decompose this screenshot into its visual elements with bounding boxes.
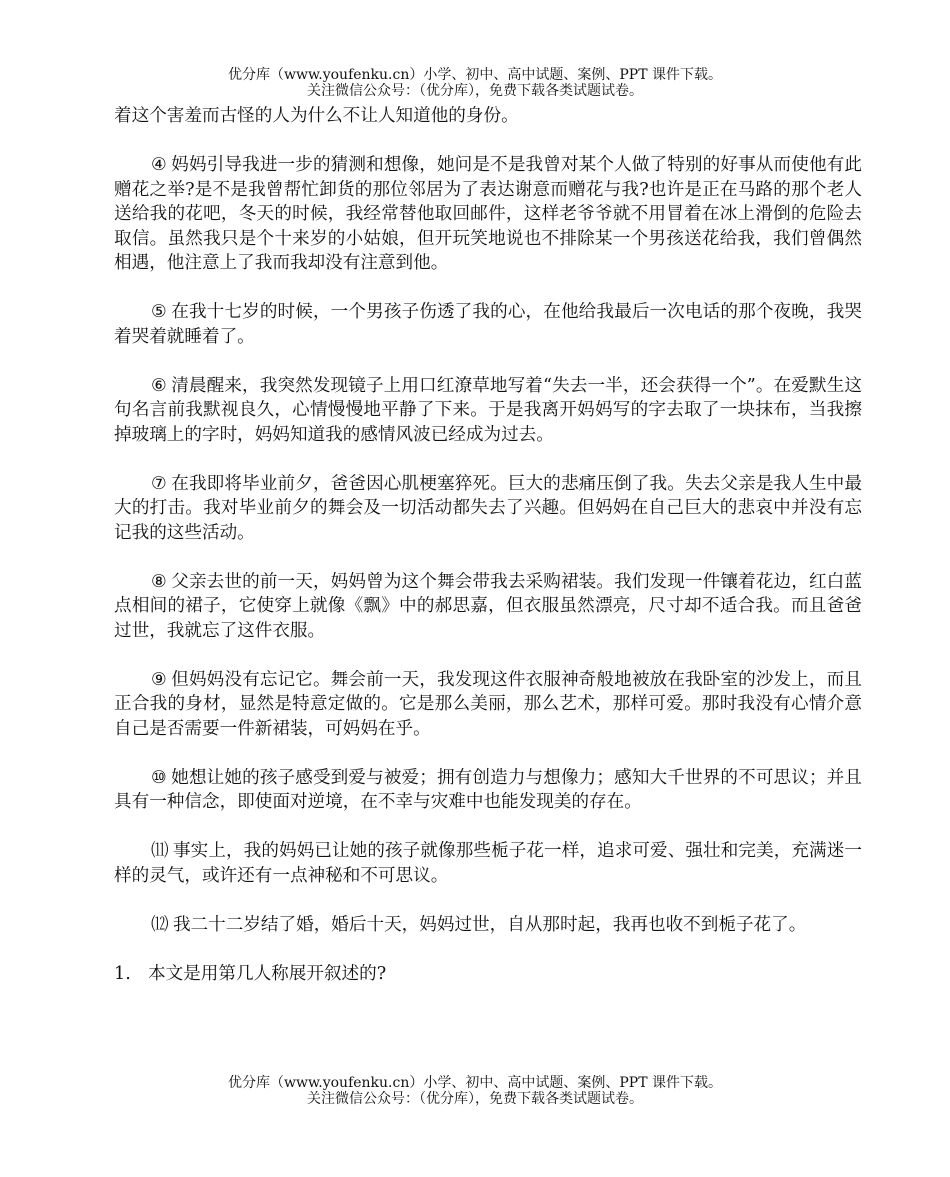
paragraph-number: ⑥ xyxy=(150,375,167,396)
question-number: 1. xyxy=(114,963,131,984)
paragraph-number: ④ xyxy=(150,155,167,175)
question-1 xyxy=(114,962,862,987)
question-text: 本文是用第几人称展开叙述的? xyxy=(148,963,387,984)
footer-line-2: 关注微信公众号：（优分库），免费下载各类试题试卷。 xyxy=(307,1091,643,1107)
paragraph-number: ⑩ xyxy=(150,767,167,788)
paragraph-text: 父亲去世的前一天，妈妈曾为这个舞会带我去采购裙装。我们发现一件镶着花边，红白蓝点相间的裙子，它使穿上就像《飘》中的郝思嘉，但衣服虽然漂亮，尺寸却不适合我。而且爸爸过世，我就忘了这件衣服。 xyxy=(114,571,862,641)
paragraph-text: 在我即将毕业前夕，爸爸因心肌梗塞猝死。巨大的悲痛压倒了我。失去父亲是我人生中最大的打击。我对毕业前夕的舞会及一切活动都失去了兴趣。但妈妈在自己巨大的悲哀中并没有忘记我的这些活动。 xyxy=(114,473,862,543)
paragraph-5 xyxy=(114,300,862,349)
paragraph-text: 我二十二岁结了婚，婚后十天，妈妈过世，自从那时起，我再也收不到栀子花了。 xyxy=(172,914,807,935)
paragraph-text: 在我十七岁的时候，一个男孩子伤透了我的心，在他给我最后一次电话的那个夜晚，我哭着哭着就睡着了。 xyxy=(114,302,862,347)
paragraph-number: ⑦ xyxy=(150,473,167,494)
paragraph-11 xyxy=(114,839,862,888)
paragraph-number: ⑿ xyxy=(150,914,169,935)
header-line-1: 优分库（www.youfenku.cn）小学、初中、高中试题、案例、PPT 课件下载。 xyxy=(227,67,722,83)
paragraph-text: 事实上，我的妈妈已让她的孩子就像那些栀子花一样，追求可爱、强壮和完美，充满迷一样的灵气，或许还有一点神秘和不可思议。 xyxy=(114,841,862,886)
paragraph-text: 着这个害羞而古怪的人为什么不让人知道他的身份。 xyxy=(114,106,519,126)
header-line-2: 关注微信公众号：（优分库），免费下载各类试题试卷。 xyxy=(307,83,643,99)
paragraph-number: ⑨ xyxy=(150,669,167,690)
paragraph-8 xyxy=(114,570,862,644)
page-header xyxy=(0,67,950,99)
paragraph-12 xyxy=(114,913,862,938)
paragraph-7 xyxy=(114,472,862,546)
paragraph-text: 但妈妈没有忘记它。舞会前一天，我发现这件衣服神奇般地被放在我卧室的沙发上，而且正合我的身材，显然是特意定做的。它是那么美丽，那么艺术，那样可爱。那时我没有心情介意自己是否需要一件新裙装，可妈妈在乎。 xyxy=(114,669,862,739)
paragraph-9 xyxy=(114,668,862,742)
paragraph-text: 她想让她的孩子感受到爱与被爱；拥有创造力与想像力；感知大千世界的不可思议；并且具有一种信念，即使面对逆境，在不幸与灾难中也能发现美的存在。 xyxy=(114,767,862,812)
page-footer xyxy=(0,1075,950,1107)
paragraph-text: 清晨醒来，我突然发现镜子上用口红潦草地写着“失去一半，还会获得一个”。在爱默生这句名言前我默视良久，心情慢慢地平静了下来。于是我离开妈妈写的字去取了一块抹布，当我擦掉玻璃上的字时，妈妈知道我的感情风波已经成为过去。 xyxy=(114,375,862,445)
paragraph-continued xyxy=(114,104,862,129)
paragraph-number: ⑤ xyxy=(150,302,167,322)
footer-line-1: 优分库（www.youfenku.cn）小学、初中、高中试题、案例、PPT 课件下载。 xyxy=(227,1075,722,1091)
paragraph-10 xyxy=(114,766,862,815)
article-body xyxy=(114,104,862,986)
paragraph-6 xyxy=(114,374,862,448)
paragraph-4 xyxy=(114,153,862,276)
paragraph-number: ⑧ xyxy=(150,571,167,592)
paragraph-number: ⑾ xyxy=(150,841,169,861)
paragraph-text: 妈妈引导我进一步的猜测和想像，她问是不是我曾对某个人做了特别的好事从而使他有此赠花之举?是不是我曾帮忙卸货的那位邻居为了表达谢意而赠花与我?也许是正在马路的那个老人送给我的花吧，冬天的时候，我经常替他取回邮件，这样老爷爷就不用冒着在冰上滑倒的危险去取信。虽然我只是个十来岁的小姑娘，但开玩笑地说也不排除某一个男孩送花给我，我们曾偶然相遇，他注意上了我而我却没有注意到他。 xyxy=(114,155,862,273)
